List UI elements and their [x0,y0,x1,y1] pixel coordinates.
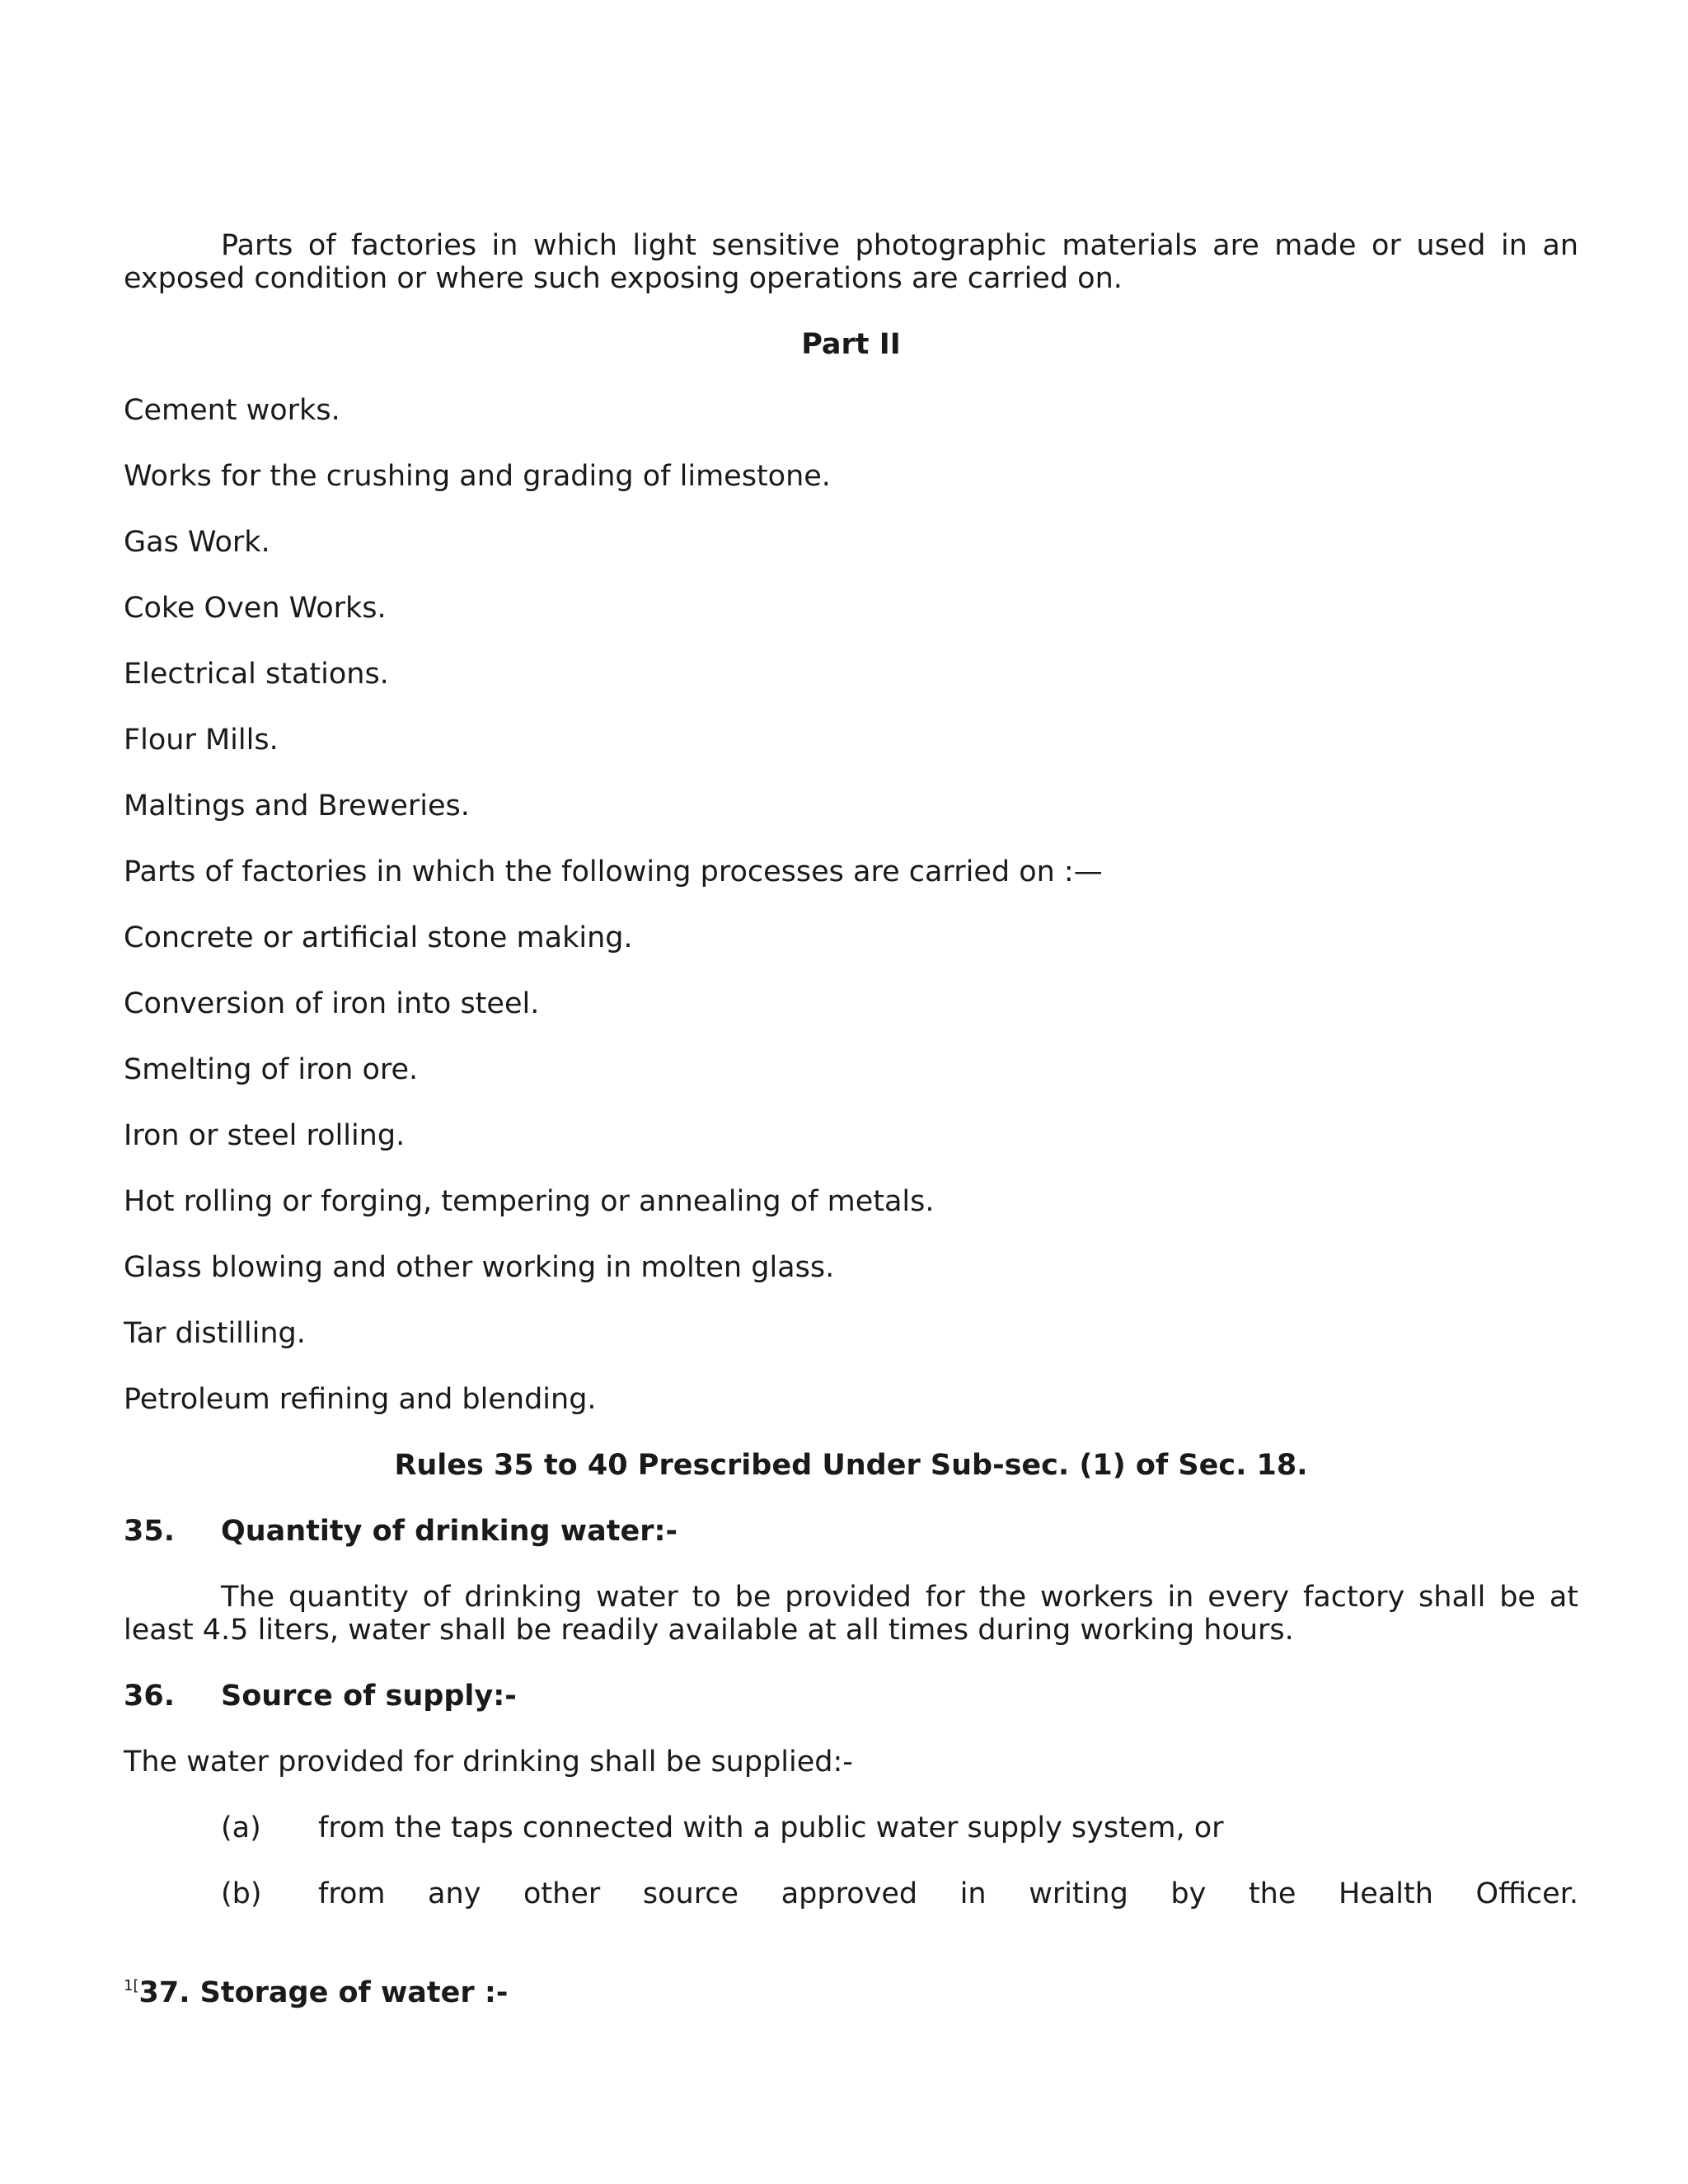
list-item: Iron or steel rolling. [124,1119,406,1152]
list-item: Concrete or artificial stone making. [124,921,633,954]
part-heading: Part II [801,328,901,361]
intro-paragraph: Parts of factories in which light sensitive photographic materials are made or used in an exposed condition or where such exposing operations are carried on. [124,229,1578,295]
rule-title: Source of supply:- [221,1680,517,1713]
sub-item-text: from any other source approved in writing by the Health Officer. [318,1877,1578,1910]
list-item: Tar distilling. [124,1317,306,1350]
rule-title: 37. Storage of water :- [138,1976,509,2009]
list-item: Cement works. [124,394,340,427]
list-item: Parts of factories in which the following processes are carried on :— [124,855,1103,888]
rule-35-heading [124,1515,1578,1548]
rule-number: 35. [124,1515,176,1548]
footnote-marker: 1[ [124,1977,139,1994]
sub-item-label: (a) [221,1811,261,1844]
rule-number: 36. [124,1680,176,1713]
rule-36-heading [124,1680,1578,1713]
list-item: Petroleum refining and blending. [124,1383,597,1416]
sub-item-label: (b) [221,1877,262,1910]
sub-item-text: from the taps connected with a public water supply system, or [318,1811,1224,1844]
rule-35-body: The quantity of drinking water to be provided for the workers in every factory shall be at least 4.5 liters, water shall be readily available at all times during working hours. [124,1581,1578,1647]
list-item: Coke Oven Works. [124,592,387,625]
rule-37-heading [124,1976,1578,2009]
sub-item-b [221,1877,1578,1910]
list-item: Electrical stations. [124,658,389,691]
list-item: Works for the crushing and grading of limestone. [124,460,831,493]
list-item: Smelting of iron ore. [124,1053,419,1086]
list-item: Conversion of iron into steel. [124,987,540,1020]
list-item: Hot rolling or forging, tempering or annealing of metals. [124,1185,935,1218]
rule-title: Quantity of drinking water:- [221,1515,678,1548]
sub-item-a [221,1811,1578,1844]
list-item: Maltings and Breweries. [124,790,470,823]
rule-36-lead: The water provided for drinking shall be supplied:- [124,1746,853,1779]
list-item: Glass blowing and other working in molten glass. [124,1251,835,1284]
list-item: Flour Mills. [124,724,279,757]
rules-heading: Rules 35 to 40 Prescribed Under Sub-sec. (1) of Sec. 18. [394,1449,1308,1482]
list-item: Gas Work. [124,526,270,559]
